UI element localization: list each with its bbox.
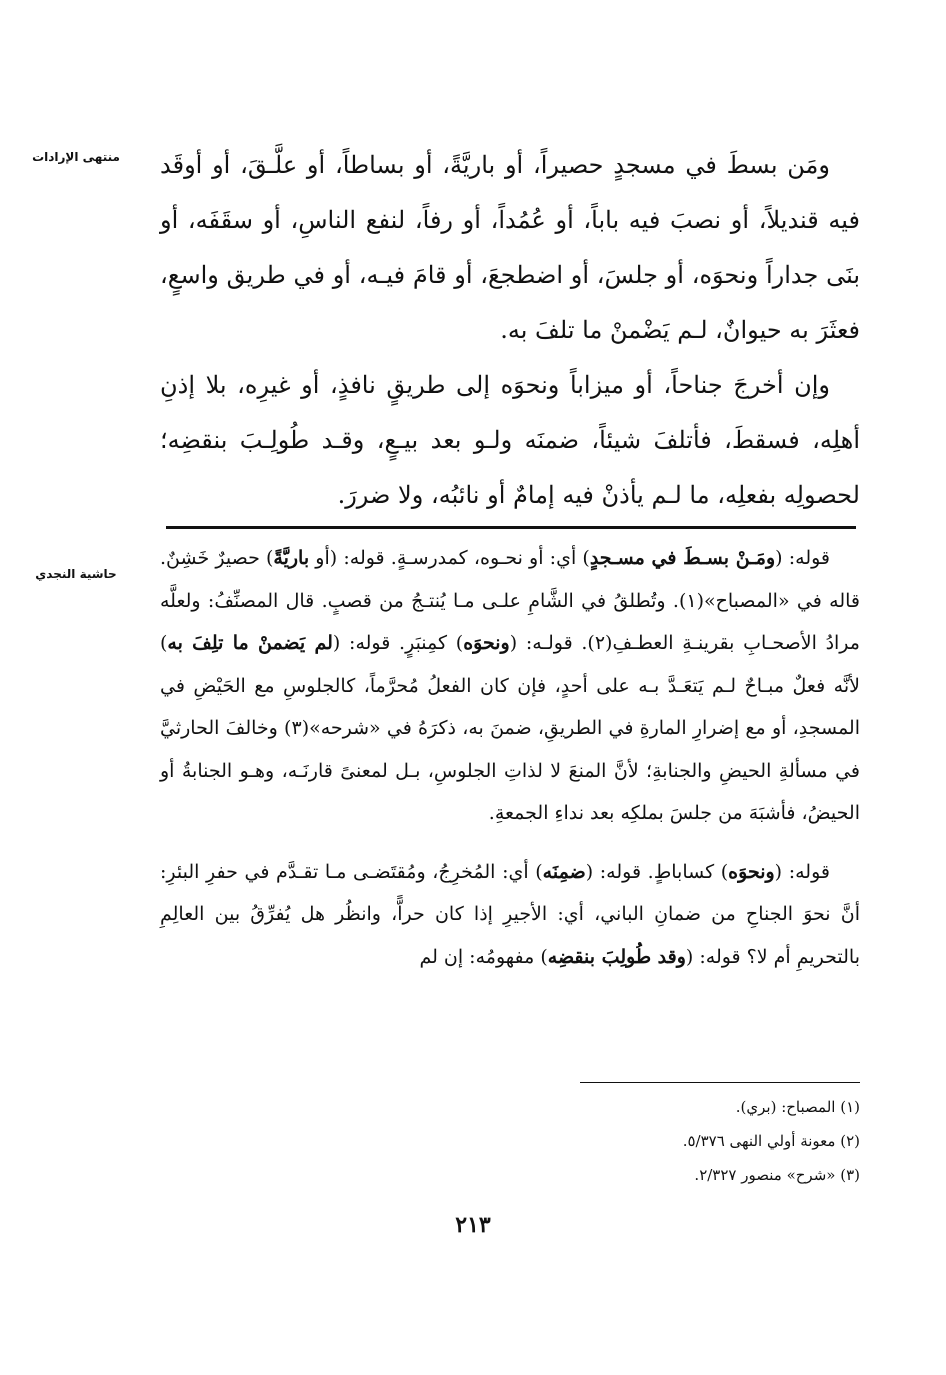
quoted-phrase: لم يَضمنْ ما تلِفَ به bbox=[167, 632, 333, 654]
footnote: (٢) معونة أولي النهى ٥/٣٧٦. bbox=[682, 1132, 860, 1150]
text-run: قوله: ( bbox=[774, 860, 830, 883]
commentary-paragraph bbox=[160, 851, 860, 979]
side-label-matn: منتهى الإرادات bbox=[32, 150, 120, 164]
commentary-paragraph bbox=[160, 537, 860, 835]
quoted-phrase: ونحوَه bbox=[463, 632, 510, 654]
hashiya-commentary bbox=[160, 537, 860, 978]
text-run: ) أي: المُخرِجُ، ومُقتَضـى مـا تقـدَّم في حفرِ البئرِ: أنَّ نحوَ الجناحِ من ضمانِ الباني، أي: الأجيرِ إذا كان حراًّ، وانظُر هل يُفرِّقُ بين العالِمِ بالتحريمِ أم لا؟ قوله: ( bbox=[160, 860, 860, 968]
text-run: قوله: ( bbox=[775, 547, 831, 569]
text-run: ) أي: أو نحـوه، كمدرسـةٍ. قوله: (أو bbox=[309, 547, 590, 569]
footnote: (٣) «شرح» منصور ٢/٣٢٧. bbox=[694, 1166, 860, 1184]
quoted-phrase: باريَّةً bbox=[273, 547, 310, 569]
matn-paragraph: وإن أخرجَ جناحاً، أو ميزاباً ونحوَه إلى طريقٍ نافذٍ، أو غيرِه، بلا إذنِ أهلِه، فسقطَ، فأتلفَ شيئاً، ضمنَه ولـو بعد بيـعٍ، وقـد طُولِـبَ بنقضِه؛ لحصولِه بفعلِه، ما لـم يأذنْ فيه إمامٌ أو نائبُه، ولا ضررَ. bbox=[160, 371, 860, 509]
text-run: ) كمِنبَرٍ. قوله: ( bbox=[332, 632, 464, 654]
matn-paragraph: ومَن بسطَ في مسجدٍ حصيراً، أو باريَّةً، أو بساطاً، أو علَّـقَ، أو أوقَد فيه قنديلاً، أو نصبَ فيه باباً، أو عُمُداً، أو رفاً، لنفع الناسِ، أو سقَفَه، أو بنَى جداراً ونحوَه، أو جلسَ، أو اضطجعَ، أو قامَ فيـه، أو في طريق واسعٍ، فعثَرَ به حيوانٌ، لـم يَضْمنْ ما تلفَ به. bbox=[160, 151, 860, 344]
text-run: ) حصيرٌ خَشِنٌ. قاله في «المصباح»(١). وتُطلقُ في الشَّامِ علـى مـا يُنتـجُ من قصبٍ. قال المصنِّفُ: ولعلَّه مرادُ الأصحـابِ بقرينـةِ العطـفِ(٢). قولـه: ( bbox=[160, 547, 860, 654]
page-number: ٢١٣ bbox=[455, 1212, 491, 1238]
text-run: ) كساباطٍ. قوله: ( bbox=[585, 860, 729, 883]
footnote-divider bbox=[580, 1082, 860, 1083]
text-run: ) لأنَّه فعلٌ مبـاحٌ لـم يَتعَـدَّ بـه على أحدٍ، فإن كان الفعلُ مُحرَّماً، كالجلوسِ مع الحَيْضِ في المسجدِ، أو مع إضرارِ المارةِ في الطريقِ، ضمنَ به، ذكرَهُ في «شرحه»(٣) وخالفَ الحارثيَّ في مسألةِ الحيضِ والجنابةِ؛ لأنَّ المنعَ لا لذاتِ الجلوسِ، بـل لمعنىً قارنَـه، وهـو الجنابةُ أو الحيضُ، فأشبَهَ من جلسَ بملكِه بعد نداءِ الجمعةِ. bbox=[160, 632, 860, 824]
matn-text bbox=[160, 138, 860, 523]
footnotes bbox=[560, 1090, 860, 1192]
section-divider bbox=[166, 526, 856, 529]
quoted-phrase: ومَـنْ بسـطَ في مسـجدٍ bbox=[589, 547, 776, 569]
text-run: ) مفهومُه: إن لم bbox=[419, 945, 548, 968]
side-label-hashiya: حاشية النجدي bbox=[35, 567, 117, 581]
quoted-phrase: وقد طُولِبَ بنقضِه bbox=[547, 945, 686, 968]
quoted-phrase: ضمِنَه bbox=[542, 860, 586, 883]
quoted-phrase: ونحوَه bbox=[728, 860, 775, 883]
footnote: (١) المصباح: (بري). bbox=[735, 1098, 860, 1116]
